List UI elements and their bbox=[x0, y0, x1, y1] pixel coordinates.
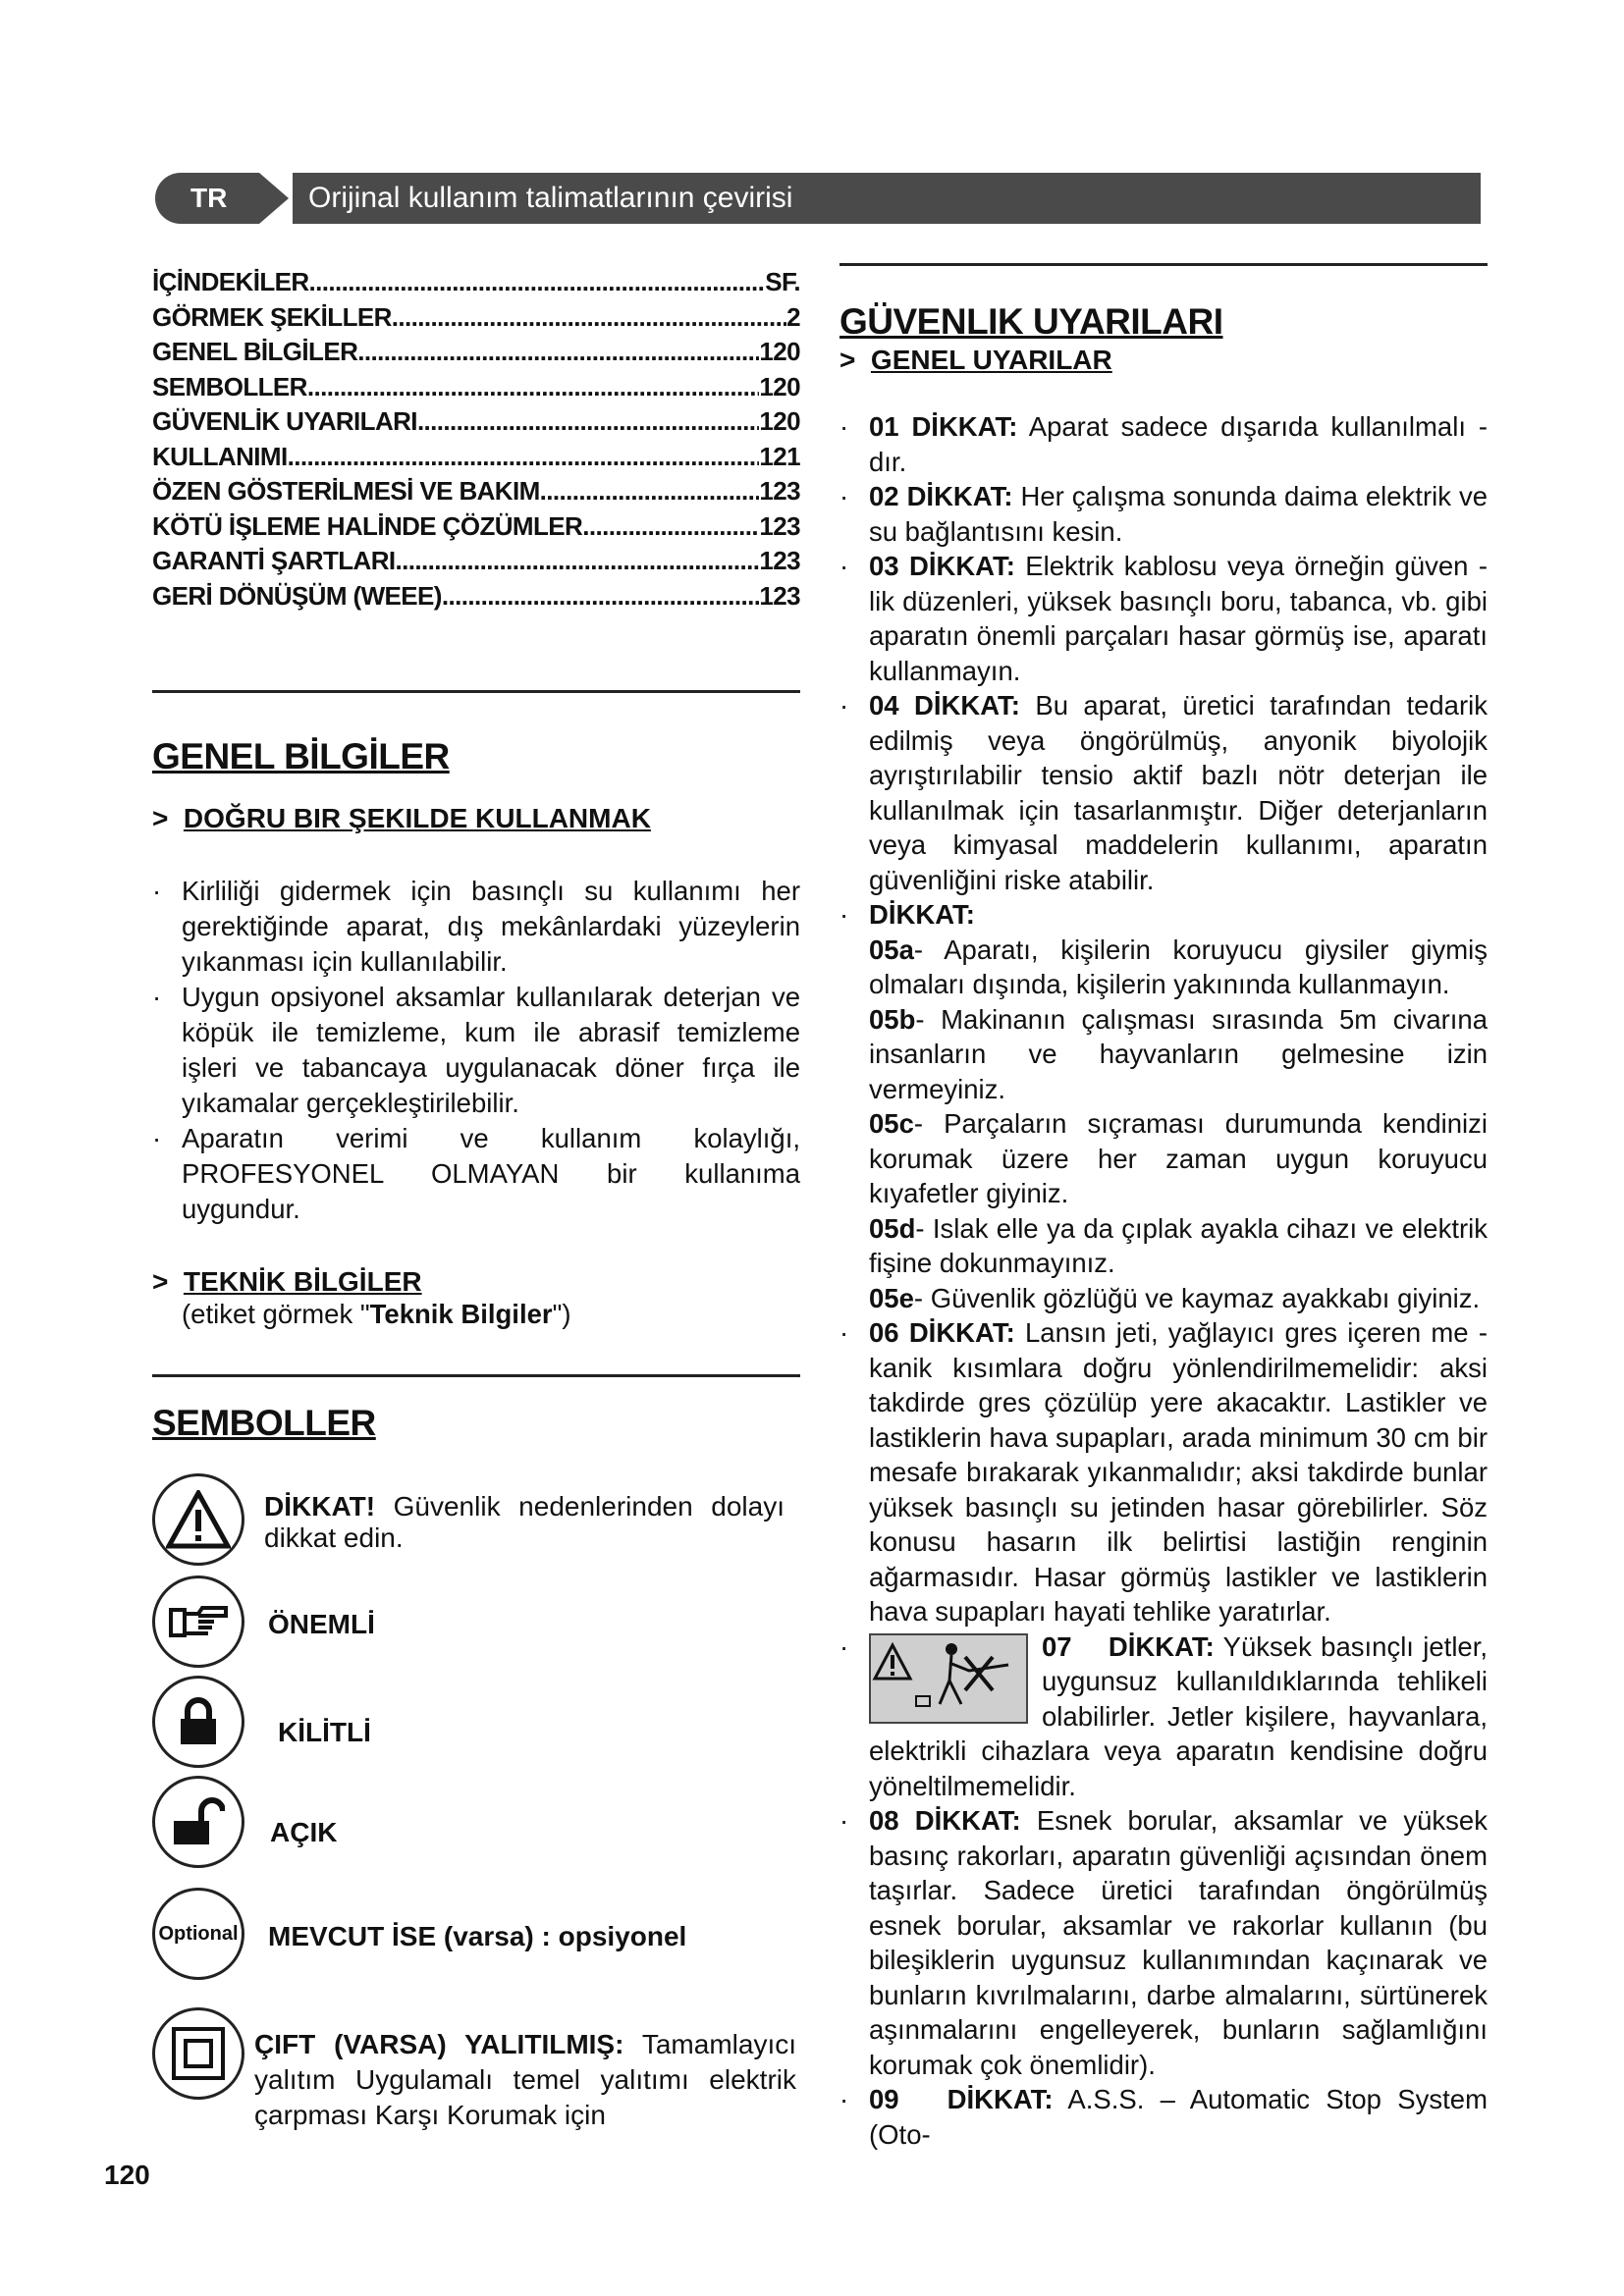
symbol-row bbox=[152, 1888, 800, 1980]
toc-entry[interactable]: GENEL BİLGİLER ..... 120 bbox=[152, 335, 800, 370]
symbol-description: KİLİTLİ bbox=[278, 1717, 371, 1747]
toc-entry[interactable]: ÖZEN GÖSTERİLMESİ VE BAKIM ..... 123 bbox=[152, 474, 800, 509]
lock-closed-icon bbox=[152, 1676, 244, 1768]
warning-item: · 07 DİKKAT: Yüksek basınçlı jetler, uygunsuz kullanıldıklarında tehlikeli olabilirler. Jetler kişilere, hayvanlara, elektrikli cihazlara veya aparatın kendisine doğru yöneltilmemelidir. bbox=[839, 1630, 1488, 1801]
warning-subitem: 05d- Islak elle ya da çıplak ayakla cihazı ve elektrik fişine dokunmayınız. bbox=[869, 1212, 1488, 1278]
section-heading-guvenlik: GÜVENLIK UYARILARI bbox=[839, 301, 1223, 342]
warning-item: · 01 DİKKAT: Aparat sadece dışarıda kullanılmalı - dır. bbox=[839, 411, 1488, 477]
warning-subitem: 05b- Makinanın çalışması sırasında 5m civarına insanların ve hayvanların gelmesine izin vermeyiniz. bbox=[869, 1003, 1488, 1104]
warning-subitem: 05a- Aparatı, kişilerin koruyucu giysiler giymiş olmaları dışında, kişilerin yakınında kullanmayın. bbox=[869, 934, 1488, 999]
double-insulation-icon bbox=[152, 2007, 244, 2100]
symbol-row bbox=[152, 1575, 800, 1668]
symbol-description: ÇIFT (VARSA) YALITILMIŞ: Tamamlayıcı yalıtım Uygulamalı temel yalıtımı elektrik çarpması Karşı Korumak için bbox=[254, 2029, 796, 2130]
symbol-row bbox=[152, 2007, 800, 2133]
toc-entry[interactable]: KULLANIMI ..... 121 bbox=[152, 440, 800, 475]
list-item: · Aparatın verimi ve kullanım kolaylığı, PROFESYONEL OLMAYAN bir kullanıma uygundur. bbox=[152, 1123, 800, 1224]
section-heading-genel: GENEL BİLGİLER bbox=[152, 736, 450, 776]
section-divider bbox=[152, 690, 800, 693]
safety-warnings bbox=[839, 409, 1488, 2152]
toc-entry[interactable]: GÜVENLİK UYARILARI ..... 120 bbox=[152, 404, 800, 440]
page-header bbox=[155, 173, 1481, 224]
subsection-heading: > DOĞRU BIR ŞEKILDE KULLANMAK bbox=[152, 803, 651, 833]
warning-item: · 06 DİKKAT: Lansın jeti, yağlayıcı gres içeren me - kanik kısımlara doğru yönlendirilmemelidir: aksi takdirde gres çözülüp yere akacaktır. Lastikler ve lastiklerin hava supapları, arada minimum 30 cm bir mesafe bırakarak yıkanmalıdır; aksi takdirde bunlar yüksek basınçlı su jetinden hasar görebilirler. Söz konusu hasarın ilk belirtisi lastiğin renginin ağarmasıdır. Hasar görmüş lastikler ve lastiklerin hava supapları hayati tehlike yaratırlar. bbox=[839, 1317, 1488, 1627]
lock-open-icon bbox=[152, 1776, 244, 1868]
symbol-description: MEVCUT İSE (varsa) : opsiyonel bbox=[268, 1921, 687, 1951]
toc-entry[interactable]: KÖTÜ İŞLEME HALİNDE ÇÖZÜMLER ..... 123 bbox=[152, 509, 800, 545]
toc-entry[interactable]: GARANTİ ŞARTLARI ..... 123 bbox=[152, 544, 800, 579]
toc-entry[interactable]: GÖRMEK ŞEKİLLER ..... 2 bbox=[152, 300, 800, 336]
header-title: Orijinal kullanım talimatlarının çevirisi bbox=[293, 173, 1481, 224]
tech-note: (etiket görmek "Teknik Bilgiler") bbox=[182, 1299, 571, 1329]
symbol-row bbox=[152, 1473, 800, 1566]
right-column bbox=[839, 263, 1488, 2152]
symbol-description: AÇIK bbox=[270, 1817, 338, 1847]
warning-item: · DİKKAT: bbox=[839, 899, 975, 930]
toc-entry[interactable]: İÇİNDEKİLER ..... SF. bbox=[152, 265, 800, 300]
toc-entry[interactable]: SEMBOLLER ..... 120 bbox=[152, 370, 800, 405]
warning-triangle-icon bbox=[152, 1473, 244, 1566]
symbol-description: ÖNEMLİ bbox=[268, 1609, 375, 1639]
high-pressure-jet-warning-icon bbox=[869, 1633, 1028, 1724]
subsection-heading: > GENEL UYARILAR bbox=[839, 345, 1112, 375]
table-of-contents bbox=[152, 265, 800, 614]
section-divider bbox=[152, 1374, 800, 1377]
warning-item: · 03 DİKKAT: Elektrik kablosu veya örneğin güven - lik düzenleri, yüksek basınçlı boru, tabanca, vb. gibi aparatın önemli parçaları hasar görmüş ise, aparatı kullanmayın. bbox=[839, 551, 1488, 686]
usage-bullets bbox=[152, 874, 800, 1227]
warning-subitem: 05e- Güvenlik gözlüğü ve kaymaz ayakkabı giyiniz. bbox=[869, 1282, 1481, 1313]
toc-entry[interactable]: GERİ DÖNÜŞÜM (WEEE) ..... 123 bbox=[152, 579, 800, 614]
section-heading-semboller: SEMBOLLER bbox=[152, 1403, 376, 1443]
page-number: 120 bbox=[104, 2160, 150, 2190]
warning-item: · 09 DİKKAT: A.S.S. – Automatic Stop System (Oto- bbox=[839, 2084, 1488, 2150]
section-divider bbox=[839, 263, 1488, 266]
warning-item: · 04 DİKKAT: Bu aparat, üretici tarafından tedarik edilmiş veya öngörülmüş, anyonik biyolojik ayrıştırılabilir tensio aktif bazlı nötr deterjan ile kullanılmak için tasarlanmıştır. Diğer deterjanların veya kimyasal maddelerin kullanımı, aparatın güvenliğini riske atabilir. bbox=[839, 690, 1488, 895]
symbol-row bbox=[152, 1676, 800, 1768]
left-column bbox=[152, 265, 800, 2133]
symbol-description: DİKKAT! Güvenlik nedenlerinden dolayı dikkat edin. bbox=[264, 1491, 785, 1553]
warning-item: · 08 DİKKAT: Esnek borular, aksamlar ve yüksek basınç rakorları, aparatın güvenliği açısından önem taşırlar. Sadece üretici tarafından öngörülmüş esnek borular, aksamlar ve rakorlar kullanın (bu bileşiklerin uygunsuz kullanımından kaçınarak ve bunların kıvrılmalarını, darbe almalarını, sürtünerek aşınmalarını engelleyerek, bunların sağlamlığını korumak çok önemlidir). bbox=[839, 1805, 1488, 2080]
language-badge: TR bbox=[155, 173, 259, 224]
warning-subitem: 05c- Parçaların sıçraması durumunda kendinizi korumak üzere her zaman uygun koruyucu kıyafetler giyiniz. bbox=[869, 1108, 1488, 1208]
optional-icon: Optional bbox=[152, 1888, 244, 1980]
list-item: · Kirliliği gidermek için basınçlı su kullanımı her gerektiğinde aparat, dış mekânlardaki yüzeylerin yıkanması için kullanılabilir. bbox=[152, 876, 800, 977]
subsection-heading: > TEKNİK BİLGİLER bbox=[152, 1266, 422, 1297]
pointing-hand-icon bbox=[152, 1575, 244, 1668]
symbol-row bbox=[152, 1776, 800, 1868]
list-item: · Uygun opsiyonel aksamlar kullanılarak deterjan ve köpük ile temizleme, kum ile abrasif temizleme işleri ve tabancaya uygulanacak döner fırça ile yıkamalar gerçekleştirilebilir. bbox=[152, 982, 800, 1118]
warning-item: · 02 DİKKAT: Her çalışma sonunda daima elektrik ve su bağlantısını kesin. bbox=[839, 481, 1488, 547]
